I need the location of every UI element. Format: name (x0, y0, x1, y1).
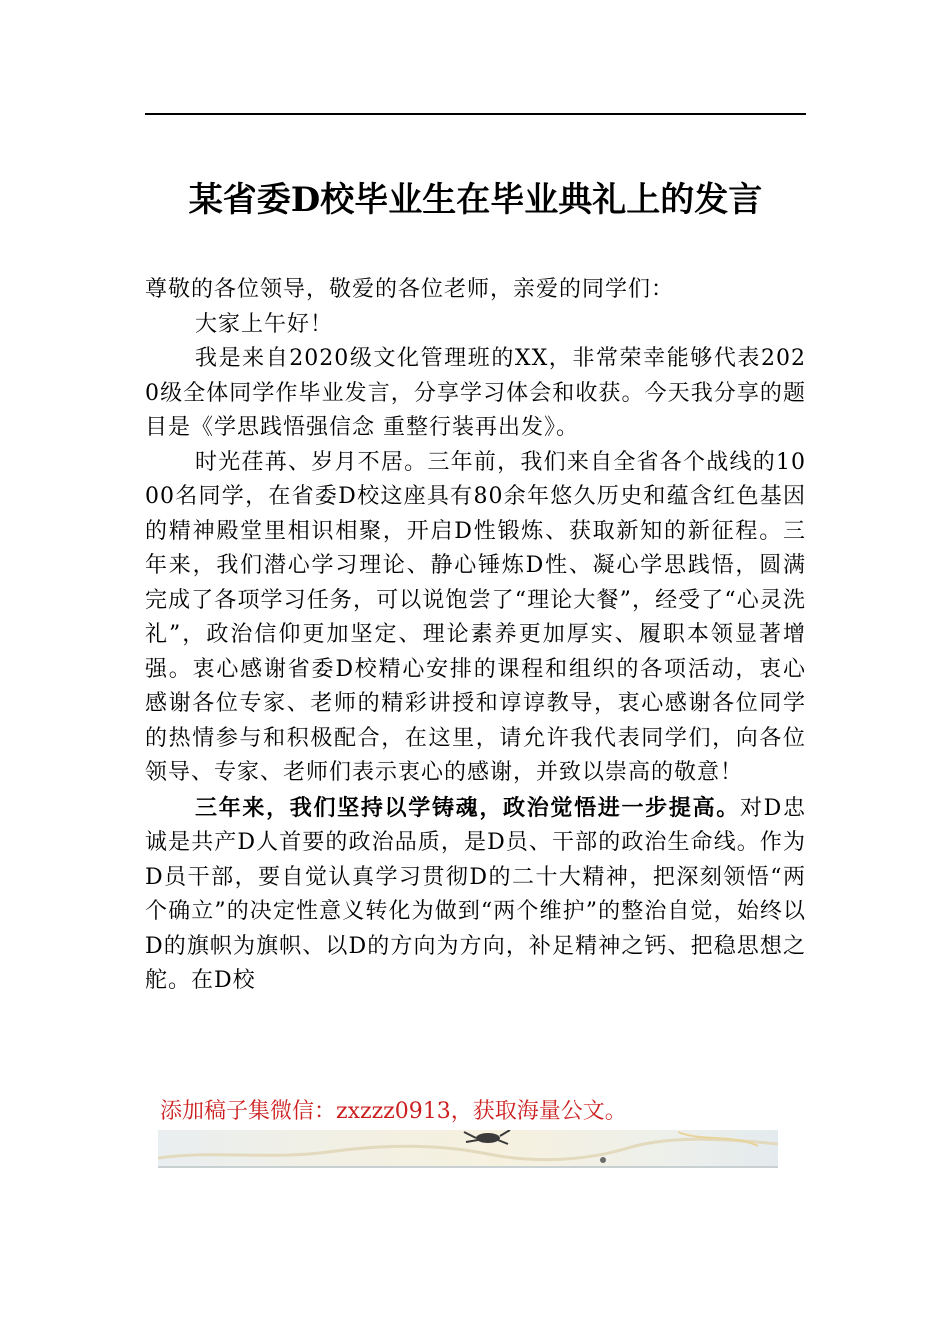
greeting-text: 大家上午好！ (195, 311, 334, 337)
paragraph-salutation (145, 273, 806, 308)
paragraph-intro (145, 342, 806, 446)
paragraph-review (145, 446, 806, 791)
point-one-heading: 三年来，我们坚持以学铸魂，政治觉悟进一步提高。 (195, 794, 740, 821)
document-title: 某省委D校毕业生在毕业典礼上的发言 (188, 180, 763, 220)
salutation-text: 尊敬的各位领导，敬爱的各位老师，亲爱的同学们： (145, 277, 675, 302)
banner-bird (464, 1130, 510, 1144)
decorative-banner-image (158, 1130, 778, 1168)
point-one-text: 对D忠诚是共产D人首要的政治品质，是D员、干部的政治生命线。作为D员干部，要自觉认真学习贯彻D的二十大精神，把深刻领悟“两个确立”的决定性意义转化为做到“两个维护”的整治自觉，始终以D的旗帜为旗帜、以D的方向为方向，补足精神之钙、把稳思想之舵。在D校 (145, 795, 806, 993)
banner-dot (600, 1157, 606, 1163)
promo-notice: 添加稿子集微信：zxzzz0913，获取海量公文。 (160, 1099, 627, 1124)
header-rule (145, 113, 806, 115)
paragraph-point-one (145, 791, 806, 999)
review-text: 时光荏苒、岁月不居。三年前，我们来自全省各个战线的1000名同学，在省委D校这座具有80余年悠久历史和蕴含红色基因的精神殿堂里相识相聚，开启D性锻炼、获取新知的新征程。三年来，我们潜心学习理论、静心锤炼D性、凝心学思践悟，圆满完成了各项学习任务，可以说饱尝了“理论大餐”，经受了“心灵洗礼”，政治信仰更加坚定、理论素养更加厚实、履职本领显著增强。衷心感谢省委D校精心安排的课程和组织的各项活动，衷心感谢各位专家、老师的精彩讲授和谆谆教导，衷心感谢各位同学的热情参与和积极配合，在这里，请允许我代表同学们，向各位领导、专家、老师们表示衷心的感谢，并致以崇高的敬意！ (145, 449, 806, 785)
intro-text: 我是来自2020级文化管理班的XX，非常荣幸能够代表2020级全体同学作毕业发言，分享学习体会和收获。今天我分享的题目是《学思践悟强信念 重整行装再出发》。 (145, 346, 806, 440)
paragraph-greeting (145, 308, 806, 343)
banner-art (158, 1130, 778, 1166)
document-body (145, 273, 806, 999)
